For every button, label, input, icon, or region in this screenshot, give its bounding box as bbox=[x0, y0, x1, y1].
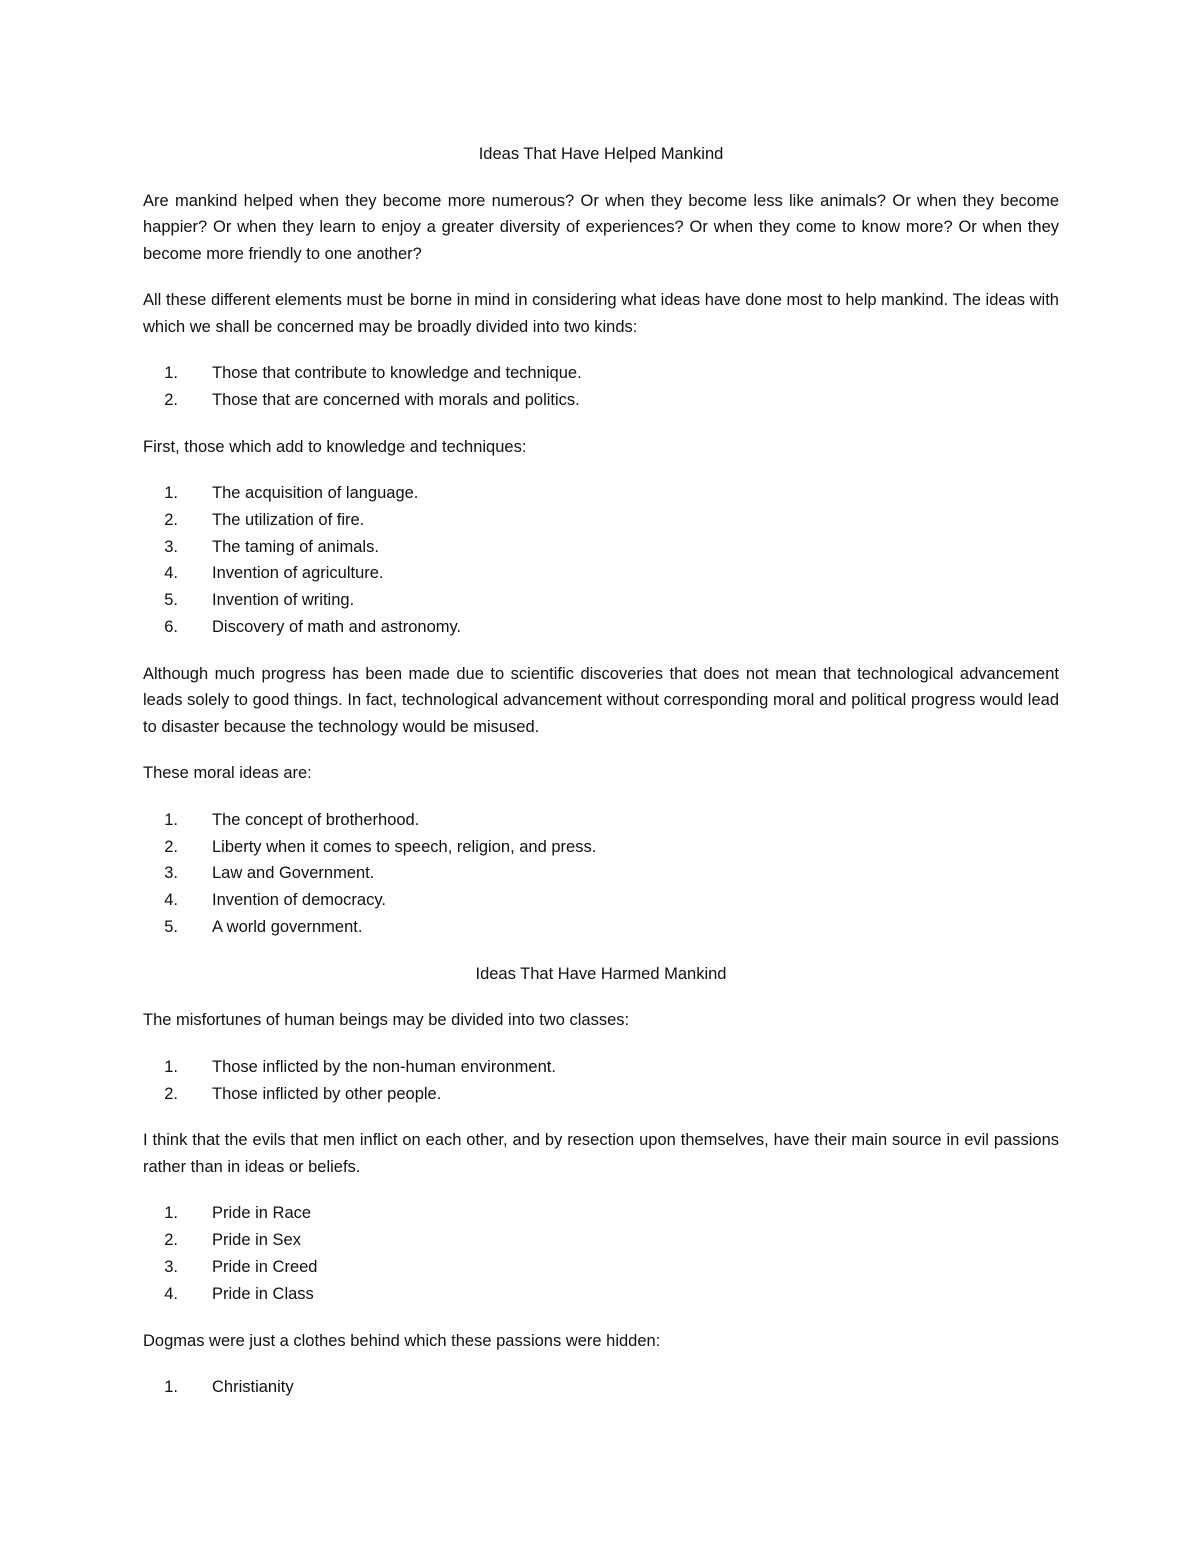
list-item bbox=[143, 360, 1059, 387]
list-number: 6. bbox=[164, 618, 178, 637]
list-number: 2. bbox=[164, 390, 178, 409]
pride-list bbox=[143, 1200, 1059, 1307]
list-text: Those that contribute to knowledge and technique. bbox=[212, 364, 582, 382]
list-text: The taming of animals. bbox=[212, 537, 379, 556]
list-text: Those inflicted by other people. bbox=[212, 1084, 442, 1103]
list-number: 2. bbox=[164, 837, 178, 856]
list-text: Those inflicted by the non-human environment. bbox=[212, 1057, 556, 1076]
list-number: 4. bbox=[164, 891, 178, 910]
list-number: 4. bbox=[164, 564, 178, 583]
list-number: 1. bbox=[164, 1057, 178, 1076]
list-number: 2. bbox=[164, 510, 178, 529]
evils-paragraph: I think that the evils that men inflict on each other, and by resection upon themselves, have their main source in evil passions rather than in ideas or beliefs. bbox=[143, 1131, 1059, 1176]
list-item bbox=[143, 587, 1059, 614]
list-text: Pride in Sex bbox=[212, 1231, 301, 1250]
list-number: 1. bbox=[164, 1204, 178, 1223]
list-item bbox=[143, 387, 1059, 414]
list-item bbox=[143, 1281, 1059, 1308]
list-item bbox=[143, 1054, 1059, 1081]
list-text: Invention of agriculture. bbox=[212, 564, 384, 583]
list-text: Those that are concerned with morals and politics. bbox=[212, 390, 580, 409]
list-text: Discovery of math and astronomy. bbox=[212, 618, 462, 637]
list-text: Pride in Race bbox=[212, 1204, 312, 1223]
dogmas-paragraph: Dogmas were just a clothes behind which these passions were hidden: bbox=[143, 1331, 661, 1350]
list-item bbox=[143, 834, 1059, 861]
intro-paragraph: Are mankind helped when they become more numerous? Or when they become less like animals? Or when they become happier? Or when they learn to enjoy a greater diversity of experiences? Or when they come to know more? Or when they become more friendly to one another? bbox=[143, 191, 1059, 263]
list-item bbox=[143, 1081, 1059, 1108]
kinds-list bbox=[143, 360, 1059, 414]
knowledge-paragraph: First, those which add to knowledge and techniques: bbox=[143, 437, 527, 456]
list-number: 3. bbox=[164, 1258, 178, 1277]
list-number: 5. bbox=[164, 591, 178, 610]
list-item bbox=[143, 534, 1059, 561]
list-text: Liberty when it comes to speech, religion, and press. bbox=[212, 837, 597, 856]
list-item bbox=[143, 614, 1059, 641]
list-item bbox=[143, 1227, 1059, 1254]
list-number: 3. bbox=[164, 864, 178, 883]
list-text: Law and Government. bbox=[212, 864, 375, 883]
list-text: The utilization of fire. bbox=[212, 510, 365, 529]
list-text: Invention of democracy. bbox=[212, 891, 386, 910]
list-item bbox=[143, 807, 1059, 834]
list-number: 2. bbox=[164, 1084, 178, 1103]
list-number: 1. bbox=[164, 364, 178, 382]
list-text: Pride in Creed bbox=[212, 1258, 318, 1277]
list-item bbox=[143, 1254, 1059, 1281]
dogmas-list bbox=[143, 1374, 1059, 1401]
list-number: 1. bbox=[164, 1378, 178, 1397]
list-number: 3. bbox=[164, 537, 178, 556]
list-item bbox=[143, 1200, 1059, 1227]
list-item bbox=[143, 1374, 1059, 1401]
list-text: Christianity bbox=[212, 1378, 294, 1397]
moral-ideas-list bbox=[143, 807, 1059, 941]
kinds-paragraph: All these different elements must be borne in mind in considering what ideas have done most to help mankind. The ideas with which we shall be concerned may be broadly divided into two kinds: bbox=[143, 291, 1059, 336]
section-title-helped: Ideas That Have Helped Mankind bbox=[478, 145, 724, 163]
list-text: A world government. bbox=[212, 918, 363, 937]
section-title-harmed: Ideas That Have Harmed Mankind bbox=[475, 964, 727, 983]
list-item bbox=[143, 914, 1059, 941]
list-number: 5. bbox=[164, 918, 178, 937]
misfortunes-paragraph: The misfortunes of human beings may be divided into two classes: bbox=[143, 1011, 630, 1030]
list-item bbox=[143, 860, 1059, 887]
list-item bbox=[143, 480, 1059, 507]
list-text: The concept of brotherhood. bbox=[212, 810, 420, 829]
list-text: Pride in Class bbox=[212, 1284, 314, 1303]
list-number: 2. bbox=[164, 1231, 178, 1250]
knowledge-list bbox=[143, 480, 1059, 641]
progress-paragraph: Although much progress has been made due to scientific discoveries that does not mean that technological advancement leads solely to good things. In fact, technological advancement without corresponding moral and political progress would lead to disaster because the technology would be misused. bbox=[143, 664, 1059, 736]
moral-ideas-paragraph: These moral ideas are: bbox=[143, 764, 312, 783]
document-page bbox=[143, 141, 1059, 1421]
list-text: Invention of writing. bbox=[212, 591, 355, 610]
list-number: 4. bbox=[164, 1284, 178, 1303]
misfortunes-list bbox=[143, 1054, 1059, 1108]
list-number: 1. bbox=[164, 810, 178, 829]
list-number: 1. bbox=[164, 484, 178, 503]
list-item bbox=[143, 887, 1059, 914]
list-text: The acquisition of language. bbox=[212, 484, 419, 503]
list-item bbox=[143, 560, 1059, 587]
list-item bbox=[143, 507, 1059, 534]
